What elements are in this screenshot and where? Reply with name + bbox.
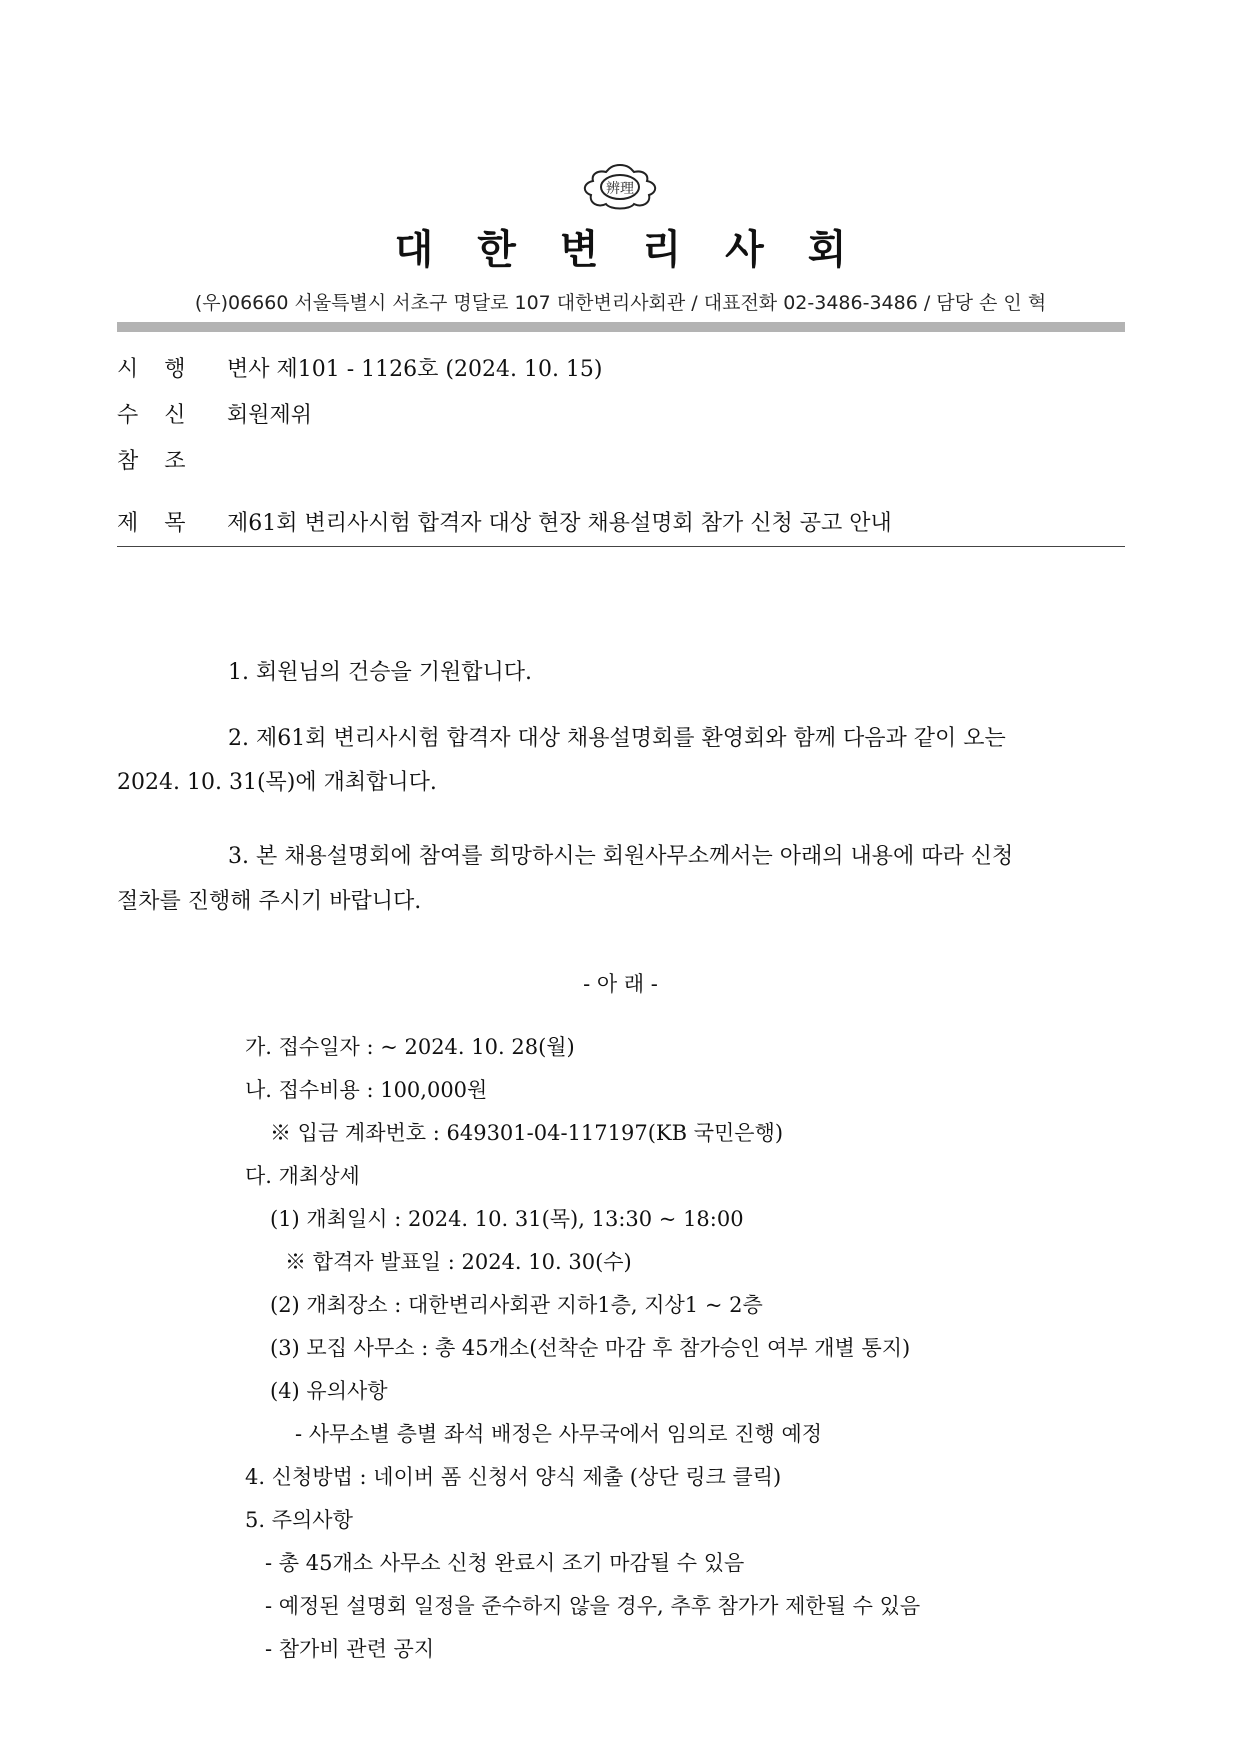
item-ga: 가. 접수일자 : ~ 2024. 10. 28(월) bbox=[245, 1035, 575, 1059]
item-da: 다. 개최상세 bbox=[245, 1164, 360, 1188]
association-logo-icon bbox=[579, 162, 661, 212]
reference-row bbox=[117, 444, 227, 475]
item-d1: (1) 개최일시 : 2024. 10. 31(목), 13:30 ~ 18:00 bbox=[270, 1207, 744, 1231]
seal-text: 辨理 bbox=[606, 181, 634, 197]
item-d1-note: ※ 합격자 발표일 : 2024. 10. 30(수) bbox=[285, 1250, 632, 1274]
item-na: 나. 접수비용 : 100,000원 bbox=[245, 1078, 488, 1102]
address-line: (우)06660 서울특별시 서초구 명달로 107 대한변리사회관 / 대표전화 02-3486-3486 / 담당 손 인 혁 bbox=[194, 292, 1047, 314]
recipient-row bbox=[117, 398, 312, 429]
reference-label: 참조 bbox=[117, 449, 212, 474]
paragraph-2-line-2: 2024. 10. 31(목)에 개최합니다. bbox=[117, 770, 437, 795]
notice-2: - 예정된 설명회 일정을 준수하지 않을 경우, 추후 참가가 제한될 수 있음 bbox=[265, 1594, 921, 1618]
item-d2: (2) 개최장소 : 대한변리사회관 지하1층, 지상1 ~ 2층 bbox=[270, 1293, 763, 1317]
subject-value: 제61회 변리사시험 합격자 대상 현장 채용설명회 참가 신청 공고 안내 bbox=[227, 511, 892, 536]
item-d4: (4) 유의사항 bbox=[270, 1379, 388, 1403]
paragraph-3-line-1: 3. 본 채용설명회에 참여를 희망하시는 회원사무소께서는 아래의 내용에 따라 신청 bbox=[228, 844, 1014, 869]
paragraph-1: 1. 회원님의 건승을 기원합니다. bbox=[228, 660, 532, 685]
subject-underline bbox=[117, 546, 1125, 547]
header-divider bbox=[117, 322, 1125, 332]
account-note: ※ 입금 계좌번호 : 649301-04-117197(KB 국민은행) bbox=[270, 1121, 784, 1145]
item-d3: (3) 모집 사무소 : 총 45개소(선착순 마감 후 참가승인 여부 개별 통지) bbox=[270, 1336, 911, 1360]
subject-label: 제목 bbox=[117, 511, 212, 536]
notice-1: - 총 45개소 사무소 신청 완료시 조기 마감될 수 있음 bbox=[265, 1551, 745, 1575]
item-d4-note: - 사무소별 층별 좌석 배정은 사무국에서 임의로 진행 예정 bbox=[295, 1422, 823, 1446]
item-5: 5. 주의사항 bbox=[245, 1508, 353, 1532]
details-heading: - 아 래 - bbox=[583, 972, 658, 996]
organization-name: 대한변리사회 bbox=[394, 227, 891, 273]
paragraph-3-line-2: 절차를 진행해 주시기 바랍니다. bbox=[117, 889, 422, 914]
subject-row bbox=[117, 506, 892, 537]
item-4: 4. 신청방법 : 네이버 폼 신청서 양식 제출 (상단 링크 클릭) bbox=[245, 1465, 782, 1489]
recipient-value: 회원제위 bbox=[227, 403, 313, 428]
recipient-label: 수신 bbox=[117, 403, 212, 428]
paragraph-2-line-1: 2. 제61회 변리사시험 합격자 대상 채용설명회를 환영회와 함께 다음과 같이 오는 bbox=[228, 726, 1006, 751]
issue-row bbox=[117, 352, 603, 383]
issue-label: 시행 bbox=[117, 357, 212, 382]
issue-number: 변사 제101 - 1126호 (2024. 10. 15) bbox=[227, 357, 603, 382]
notice-3: - 참가비 관련 공지 bbox=[265, 1637, 435, 1661]
